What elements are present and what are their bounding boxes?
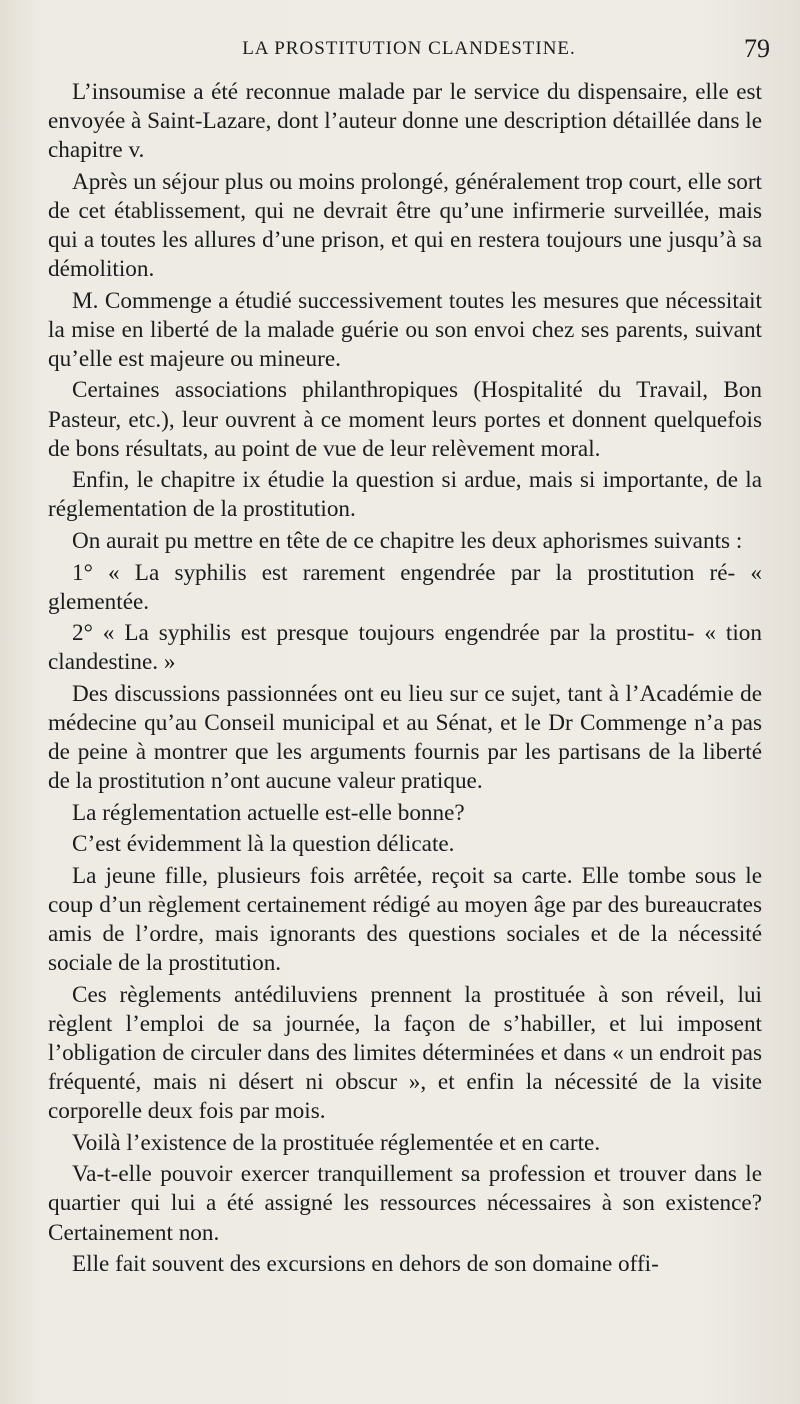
paragraph: Certaines associations philanthropiques (Hospitalité du Travail, Bon Pasteur, etc.), leur ouvrent à ce moment leurs portes et donnent quelquefois de bons résultats, au point de vue de leur relèvement moral. (48, 377, 762, 462)
paragraph: Elle fait souvent des excursions en dehors de son domaine offi- (72, 1251, 659, 1278)
paragraph: On aurait pu mettre en tête de ce chapitre les deux aphorismes suivants : (72, 527, 743, 554)
aphorism-2: 2° « La syphilis est presque toujours engendrée par la prostitu- « tion clandestine. » (48, 620, 762, 676)
paragraph: La jeune fille, plusieurs fois arrêtée, reçoit sa carte. Elle tombe sous le coup d’un règlement certainement rédigé au moyen âge par des bureaucrates amis de l’ordre, mais ignorants des questions sociales et de la nécessité sociale de la prostitution. (48, 862, 762, 977)
paragraph: Après un séjour plus ou moins prolongé, généralement trop court, elle sort de cet établissement, qui ne devrait être qu’une infirmerie surveillée, mais qui a toutes les allures d’une prison, et qui en restera toujours une jusqu’à sa démolition. (48, 168, 762, 283)
page-number: 79 (744, 34, 770, 63)
paragraph: L’insoumise a été reconnue malade par le service du dispensaire, elle est envoyée à Saint-Lazare, dont l’auteur donne une description détaillée dans le chapitre v. (48, 79, 763, 164)
paragraph: La réglementation actuelle est-elle bonne? (72, 799, 465, 826)
paragraph: C’est évidemment là la question délicate. (72, 831, 455, 858)
paragraph: Des discussions passionnées ont eu lieu sur ce sujet, tant à l’Académie de médecine qu’au Conseil municipal et au Sénat, et le Dr Commenge n’a pas de peine à montrer que les arguments fournis par les partisans de la liberté de la prostitution n’ont aucune valeur pratique. (48, 680, 762, 795)
running-title: LA PROSTITUTION CLANDESTINE. (242, 38, 576, 59)
paragraph: Enfin, le chapitre ix étudie la question si ardue, mais si importante, de la réglementation de la prostitution. (48, 467, 762, 523)
page-header (48, 34, 770, 70)
paragraph: Va-t-elle pouvoir exercer tranquillement sa profession et trouver dans le quartier qui lui a été assigné les ressources nécessaires à son existence? Certainement non. (48, 1161, 762, 1246)
aphorism-1: 1° « La syphilis est rarement engendrée par la prostitution ré- « glementée. (48, 559, 762, 615)
paragraph: Ces règlements antédiluviens prennent la prostituée à son réveil, lui règlent l’emploi de sa journée, la façon de s’habiller, et lui imposent l’obligation de circuler dans des limites déterminées et dans « un endroit pas fréquenté, mais ni désert ni obscur », et enfin la nécessité de la visite corporelle deux fois par mois. (48, 981, 762, 1125)
paragraph: M. Commenge a étudié successivement toutes les mesures que nécessitait la mise en liberté de la malade guérie ou son envoi chez ses parents, suivant qu’elle est majeure ou mineure. (48, 287, 762, 372)
paragraph: Voilà l’existence de la prostituée réglementée et en carte. (72, 1129, 601, 1156)
body-text (48, 78, 762, 1282)
